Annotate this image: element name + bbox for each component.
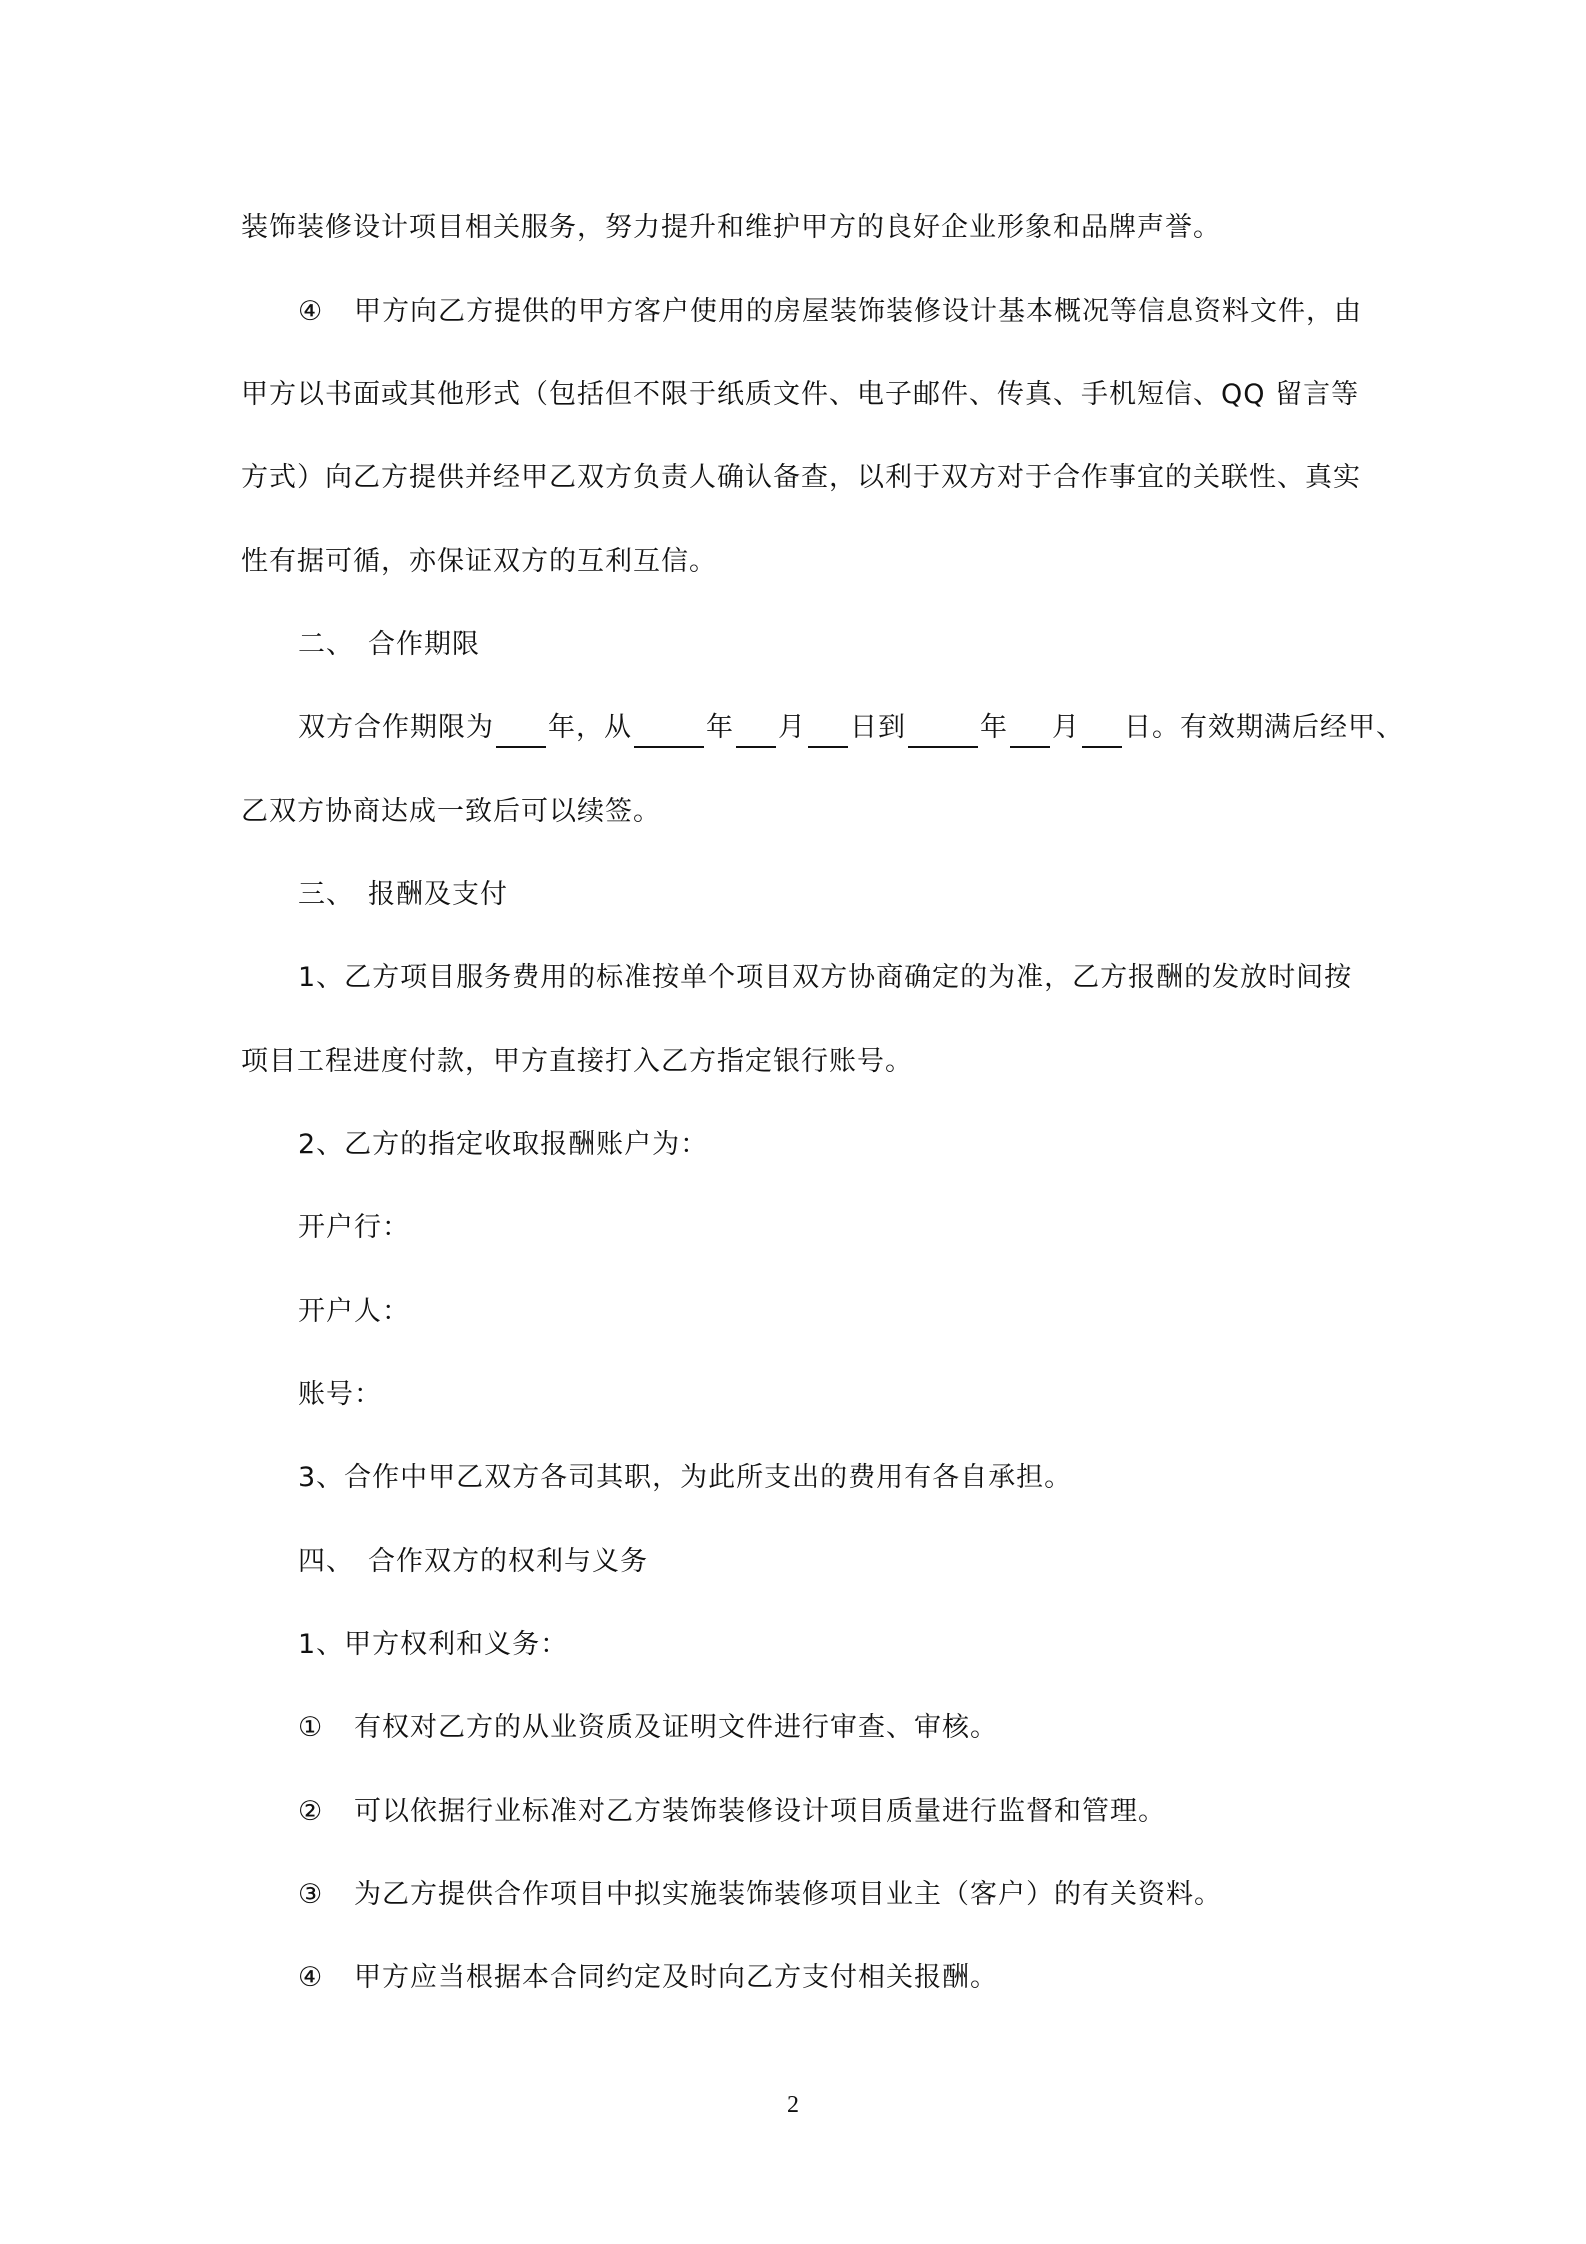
fill-blank bbox=[736, 716, 776, 748]
text-segment: 月 bbox=[1052, 712, 1080, 743]
item-text: 有权对乙方的从业资质及证明文件进行审查、审核。 bbox=[354, 1712, 998, 1743]
item-text: 可以依据行业标准对乙方装饰装修设计项目质量进行监督和管理。 bbox=[354, 1796, 1166, 1827]
paragraph-line: 性有据可循，亦保证双方的互利互信。 bbox=[241, 546, 717, 577]
text-segment: 年 bbox=[980, 712, 1008, 743]
fill-blank bbox=[1082, 716, 1122, 748]
section-title: 合作期限 bbox=[368, 629, 480, 660]
list-item bbox=[298, 1708, 1408, 1748]
account-number-label: 账号： bbox=[298, 1379, 382, 1410]
bank-label: 开户行： bbox=[298, 1212, 410, 1243]
list-item bbox=[298, 1875, 1408, 1915]
section-title: 报酬及支付 bbox=[368, 879, 508, 910]
section-number: 二、 bbox=[298, 629, 354, 660]
paragraph-line bbox=[298, 292, 1408, 332]
paragraph-line: 3、合作中甲乙双方各司其职，为此所支出的费用有各自承担。 bbox=[298, 1462, 1073, 1493]
item-number: ③ bbox=[298, 1879, 324, 1910]
item-text: 甲方应当根据本合同约定及时向乙方支付相关报酬。 bbox=[354, 1962, 998, 1993]
paragraph-line: 2、乙方的指定收取报酬账户为： bbox=[298, 1129, 709, 1160]
fill-blank bbox=[634, 716, 704, 748]
paragraph-line: 项目工程进度付款，甲方直接打入乙方指定银行账号。 bbox=[241, 1046, 913, 1077]
paragraph-line: 方式）向乙方提供并经甲乙双方负责人确认备查，以利于双方对于合作事宜的关联性、真实 bbox=[241, 462, 1361, 493]
section-number: 三、 bbox=[298, 879, 354, 910]
text-segment: 双方合作期限为 bbox=[298, 712, 494, 743]
fill-blank bbox=[1010, 716, 1050, 748]
list-item bbox=[298, 1958, 1408, 1998]
term-line bbox=[298, 708, 1408, 748]
account-holder-label: 开户人： bbox=[298, 1296, 410, 1327]
section-title: 合作双方的权利与义务 bbox=[368, 1546, 648, 1577]
sub-heading: 1、甲方权利和义务： bbox=[298, 1629, 569, 1660]
section-heading bbox=[298, 875, 1408, 915]
paragraph-line: 甲方以书面或其他形式（包括但不限于纸质文件、电子邮件、传真、手机短信、QQ 留言等 bbox=[241, 379, 1360, 410]
item-number: ① bbox=[298, 1712, 324, 1743]
text-segment: 月 bbox=[778, 712, 806, 743]
section-heading bbox=[298, 1542, 1408, 1582]
item-text: 甲方向乙方提供的甲方客户使用的房屋装饰装修设计基本概况等信息资料文件，由 bbox=[354, 296, 1362, 327]
item-text: 为乙方提供合作项目中拟实施装饰装修项目业主（客户）的有关资料。 bbox=[354, 1879, 1222, 1910]
text-segment: 日。有效期满后经甲、 bbox=[1124, 712, 1404, 743]
text-segment: 日到 bbox=[850, 712, 906, 743]
item-number: ④ bbox=[298, 1962, 324, 1993]
fill-blank bbox=[496, 716, 546, 748]
section-number: 四、 bbox=[298, 1546, 354, 1577]
list-item bbox=[298, 1792, 1408, 1832]
paragraph-line: 装饰装修设计项目相关服务，努力提升和维护甲方的良好企业形象和品牌声誉。 bbox=[241, 212, 1221, 243]
page-number: 2 bbox=[787, 2092, 799, 2118]
section-heading bbox=[298, 625, 1408, 665]
text-segment: 年 bbox=[706, 712, 734, 743]
fill-blank bbox=[908, 716, 978, 748]
text-segment: 年，从 bbox=[548, 712, 632, 743]
paragraph-line: 1、乙方项目服务费用的标准按单个项目双方协商确定的为准，乙方报酬的发放时间按 bbox=[298, 962, 1353, 993]
fill-blank bbox=[808, 716, 848, 748]
item-number: ② bbox=[298, 1796, 324, 1827]
item-number: ④ bbox=[298, 296, 324, 327]
paragraph-line: 乙双方协商达成一致后可以续签。 bbox=[241, 796, 661, 827]
